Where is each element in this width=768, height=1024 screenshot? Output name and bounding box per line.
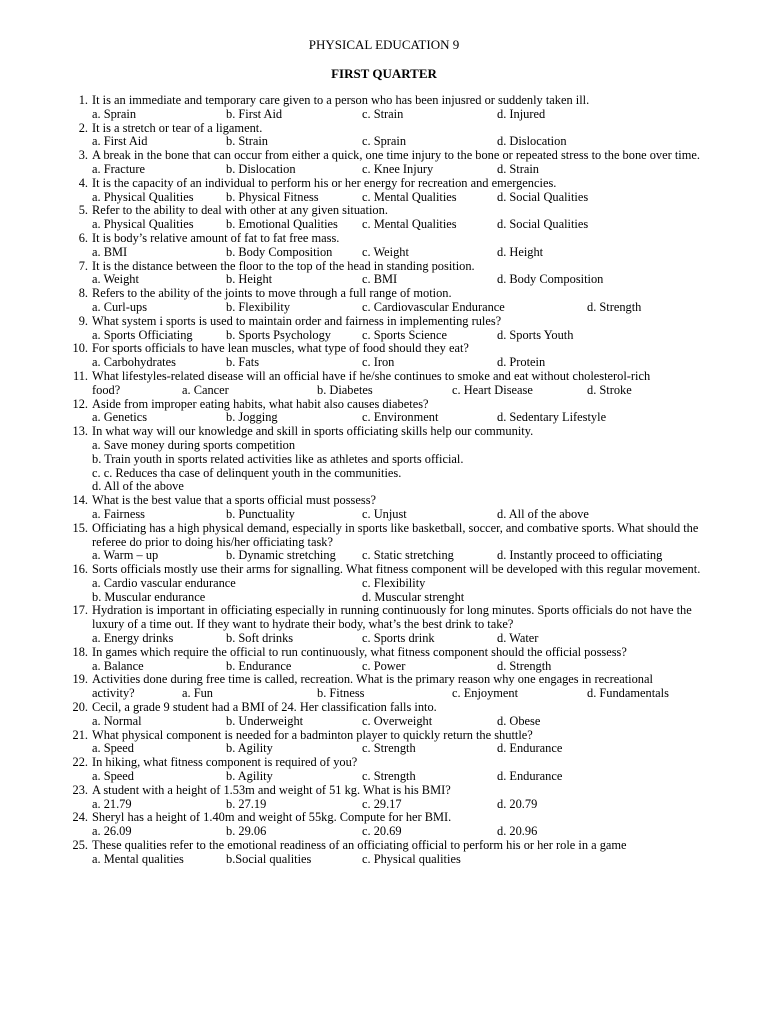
question-number: 20. (72, 700, 88, 715)
question-text: What is the best value that a sports official must possess? (92, 493, 377, 508)
question-item (64, 701, 724, 729)
answer-choice: a. Speed (92, 769, 134, 784)
answer-choice: c. Strength (362, 741, 416, 756)
answer-choice: a. Fracture (92, 161, 145, 176)
question-number: 14. (72, 493, 88, 508)
question-number: 24. (72, 810, 88, 825)
question-text: It is an immediate and temporary care given to a person who has been injusred or suddenly taken ill. (92, 93, 590, 107)
answer-choice: a. 26.09 (92, 824, 132, 839)
question-number: 12. (72, 396, 88, 411)
question-text-continuation: food? (92, 382, 121, 397)
answer-choice: d. Strength (497, 658, 552, 673)
choice-row (92, 591, 724, 605)
answer-choice: a. BMI (92, 244, 128, 259)
answer-choice: c. Strain (362, 106, 404, 121)
answer-choice: b. Dislocation (226, 161, 296, 176)
question-number: 25. (72, 838, 88, 853)
question-text: Cecil, a grade 9 student had a BMI of 24. Her classification falls into. (92, 700, 437, 715)
answer-choice: d. Stroke (587, 382, 632, 397)
answer-choice: b. Muscular endurance (92, 589, 206, 604)
choice-row (92, 329, 724, 343)
choice-row (92, 273, 724, 287)
answer-choice: a. Sprain (92, 106, 137, 121)
answer-choice: d. Protein (497, 355, 546, 370)
choice-row (92, 798, 724, 812)
answer-choice: a. Genetics (92, 410, 148, 425)
answer-choice: a. Physical Qualities (92, 217, 194, 232)
question-number: 7. (78, 258, 88, 273)
answer-choice: b. Body Composition (226, 244, 333, 259)
answer-choice: a. Warm – up (92, 548, 159, 563)
question-item (64, 839, 724, 867)
answer-choice: d. Dislocation (497, 134, 567, 149)
answer-choice: c. Sports drink (362, 631, 435, 646)
answer-choice: b. Jogging (226, 410, 278, 425)
question-item (64, 315, 724, 343)
answer-choice: b. 27.19 (226, 796, 267, 811)
answer-choice: b. Soft drinks (226, 631, 294, 646)
answer-choice: a. Normal (92, 713, 142, 728)
question-item (64, 563, 724, 604)
answer-choice: d. Sports Youth (497, 327, 574, 342)
answer-choice: d. Instantly proceed to officiating (497, 548, 663, 563)
answer-choice: b. Diabetes (317, 382, 373, 397)
question-item (64, 204, 724, 232)
answer-choice: b. Sports Psychology (226, 327, 331, 342)
answer-choice: a. Fun (182, 686, 213, 701)
answer-choice: c. c. Reduces tha case of delinquent youth in the communities. (92, 465, 402, 480)
answer-choice: d. Height (497, 244, 544, 259)
choice-row (92, 742, 724, 756)
question-text: In hiking, what fitness component is required of you? (92, 755, 358, 770)
question-number: 10. (72, 341, 88, 356)
question-number: 6. (78, 230, 88, 245)
answer-choice: c. Unjust (362, 506, 407, 521)
answer-choice: d. Social Qualities (497, 189, 589, 204)
question-text: What lifestyles-related disease will an official have if he/she continues to smoke and eat without cholesterol-rich (92, 368, 651, 383)
answer-choice: b. Fitness (317, 686, 365, 701)
question-text: It is the capacity of an individual to perform his or her energy for recreation and emergencies. (92, 175, 557, 190)
question-number: 4. (78, 175, 88, 190)
answer-choice: c. Static stretching (362, 548, 454, 563)
answer-choice: a. Fairness (92, 506, 145, 521)
answer-choice: d. Muscular strenght (362, 589, 465, 604)
answer-choice: a. Speed (92, 741, 134, 756)
question-number: 2. (78, 120, 88, 135)
answer-choice: d. 20.79 (497, 796, 538, 811)
answer-choice: b. Underweight (226, 713, 304, 728)
question-number: 9. (78, 313, 88, 328)
choice-row (92, 191, 724, 205)
answer-choice: c. Power (362, 658, 406, 673)
question-number: 17. (72, 603, 88, 618)
question-item (64, 149, 724, 177)
answer-choice: d. Strength (587, 299, 642, 314)
answer-choice: a. Weight (92, 272, 139, 287)
question-item (64, 232, 724, 260)
question-number: 13. (72, 424, 88, 439)
answer-choice: a. Save money during sports competition (92, 437, 296, 452)
answer-choice: d. Endurance (497, 741, 563, 756)
answer-choice: b. Flexibility (226, 299, 291, 314)
question-item (64, 494, 724, 522)
question-number: 1. (78, 93, 88, 107)
answer-choice: b. Endurance (226, 658, 292, 673)
question-item (64, 122, 724, 150)
answer-choice: d. Injured (497, 106, 546, 121)
question-number: 15. (72, 520, 88, 535)
answer-choice: c. Strength (362, 769, 416, 784)
question-item (64, 260, 724, 288)
question-item (64, 756, 724, 784)
answer-choice: a. Physical Qualities (92, 189, 194, 204)
answer-choice: c. Flexibility (362, 575, 426, 590)
answer-choice: d. Social Qualities (497, 217, 589, 232)
answer-choice: b. 29.06 (226, 824, 267, 839)
question-item (64, 425, 724, 494)
answer-choice: b. Dynamic stretching (226, 548, 336, 563)
question-text: A break in the bone that can occur from either a quick, one time injury to the bone or repeated stress to the bone over time. (92, 148, 700, 163)
question-number: 18. (72, 644, 88, 659)
answer-choice: d. Obese (497, 713, 541, 728)
question-number: 16. (72, 562, 88, 577)
question-item (64, 177, 724, 205)
question-item (64, 522, 724, 563)
question-text: Refers to the ability of the joints to move through a full range of motion. (92, 286, 452, 301)
choice-row (92, 549, 724, 563)
answer-choice: b. Train youth in sports related activities like as athletes and sports official. (92, 451, 464, 466)
answer-choice: a. Balance (92, 658, 144, 673)
answer-choice: b. Physical Fitness (226, 189, 319, 204)
answer-choice: c. 29.17 (362, 796, 402, 811)
choice-row (92, 687, 724, 701)
question-number: 5. (78, 203, 88, 218)
answer-choice: a. Cancer (182, 382, 229, 397)
answer-choice: d. 20.96 (497, 824, 538, 839)
question-number: 23. (72, 782, 88, 797)
answer-choice: c. Enjoyment (452, 686, 519, 701)
choice-row (92, 770, 724, 784)
question-text: In what way will our knowledge and skill in sports officiating skills help our community. (92, 424, 534, 439)
choice-row (92, 384, 724, 398)
answer-choice: d. Sedentary Lifestyle (497, 410, 607, 425)
answer-choice: d. All of the above (92, 479, 184, 494)
answer-choice: c. Iron (362, 355, 395, 370)
question-text: A student with a height of 1.53m and weight of 51 kg. What is his BMI? (92, 782, 451, 797)
answer-choice: c. Weight (362, 244, 409, 259)
question-text: These qualities refer to the emotional readiness of an officiating official to perform his or her role in a game (92, 838, 627, 853)
question-text: It is body’s relative amount of fat to fat free mass. (92, 230, 340, 245)
question-number: 8. (78, 286, 88, 301)
answer-choice: d. All of the above (497, 506, 589, 521)
question-list (64, 94, 724, 867)
question-item (64, 342, 724, 370)
question-text: It is a stretch or tear of a ligament. (92, 120, 263, 135)
choice-row (92, 508, 724, 522)
choice-row (92, 301, 724, 315)
page-subtitle: FIRST QUARTER (331, 66, 437, 81)
question-item (64, 729, 724, 757)
question-item (64, 604, 724, 645)
answer-choice: c. Cardiovascular Endurance (362, 299, 505, 314)
choice-row (92, 218, 724, 232)
answer-choice: a. 21.79 (92, 796, 132, 811)
question-item (64, 398, 724, 426)
answer-choice: d. Strain (497, 161, 539, 176)
question-text: For sports officials to have lean muscles, what type of food should they eat? (92, 341, 469, 356)
question-text: Activities done during free time is called, recreation. What is the primary reason why one engages in recreational (92, 672, 653, 687)
question-item (64, 94, 724, 122)
answer-choice: b. Agility (226, 769, 273, 784)
question-text: Aside from improper eating habits, what habit also causes diabetes? (92, 396, 429, 411)
question-text: In games which require the official to run continuously, what fitness component should the official possess? (92, 644, 627, 659)
question-item (64, 370, 724, 398)
question-text: Refer to the ability to deal with other at any given situation. (92, 203, 388, 218)
choice-row (92, 411, 724, 425)
question-text: Sorts officials mostly use their arms for signalling. What fitness component will be developed with this regular movement. (92, 562, 701, 577)
answer-choice: b. First Aid (226, 106, 283, 121)
question-item (64, 811, 724, 839)
answer-choice: c. Overweight (362, 713, 433, 728)
answer-choice: d. Fundamentals (587, 686, 669, 701)
choice-row (92, 853, 724, 867)
answer-choice: b. Height (226, 272, 273, 287)
question-text: Sheryl has a height of 1.40m and weight of 55kg. Compute for her BMI. (92, 810, 452, 825)
question-text: What system i sports is used to maintain order and fairness in implementing rules? (92, 313, 502, 328)
answer-choice: d. Water (497, 631, 539, 646)
choice-row (92, 660, 724, 674)
answer-choice: c. BMI (362, 272, 398, 287)
answer-choice: b.Social qualities (226, 851, 312, 866)
answer-choice: a. First Aid (92, 134, 148, 149)
question-item (64, 287, 724, 315)
choice-row (92, 108, 724, 122)
answer-choice: b. Fats (226, 355, 260, 370)
question-number: 21. (72, 727, 88, 742)
answer-choice: c. Sports Science (362, 327, 447, 342)
answer-choice: c. Heart Disease (452, 382, 533, 397)
answer-choice: c. Knee Injury (362, 161, 434, 176)
answer-choice: b. Agility (226, 741, 273, 756)
answer-choice: a. Sports Officiating (92, 327, 193, 342)
question-text: Officiating has a high physical demand, especially in sports like basketball, soccer, and combative sports. What should the referee do prior to doing his/her officiating task? (92, 520, 699, 549)
question-text: It is the distance between the floor to the top of the head in standing position. (92, 258, 475, 273)
answer-choice: a. Energy drinks (92, 631, 174, 646)
choice-row (92, 356, 724, 370)
choice-row (92, 825, 724, 839)
answer-choice: b. Emotional Qualities (226, 217, 338, 232)
answer-choice: a. Carbohydrates (92, 355, 176, 370)
question-number: 3. (78, 148, 88, 163)
question-item (64, 784, 724, 812)
question-item (64, 646, 724, 674)
answer-choice: c. Physical qualities (362, 851, 461, 866)
answer-choice: a. Cardio vascular endurance (92, 575, 236, 590)
answer-choice: c. Environment (362, 410, 439, 425)
choice-row (92, 577, 724, 591)
answer-choice: c. Sprain (362, 134, 407, 149)
page-title: PHYSICAL EDUCATION 9 (308, 37, 460, 52)
question-number: 19. (72, 672, 88, 687)
choice-row (92, 715, 724, 729)
answer-choice: c. 20.69 (362, 824, 402, 839)
question-text: Hydration is important in officiating especially in running continuously for long minutes. Sports officials do not have the luxury of a time out. If they want to hydrate their body, what’s the best drink to take? (92, 603, 692, 632)
answer-choice: c. Mental Qualities (362, 189, 457, 204)
answer-choice: b. Punctuality (226, 506, 295, 521)
answer-choice: b. Strain (226, 134, 268, 149)
question-number: 11. (72, 368, 88, 383)
question-item (64, 673, 724, 701)
answer-choice: a. Curl-ups (92, 299, 148, 314)
answer-choice: c. Mental Qualities (362, 217, 457, 232)
answer-choice: d. Body Composition (497, 272, 604, 287)
choice-row (92, 135, 724, 149)
question-number: 22. (72, 755, 88, 770)
question-text-continuation: activity? (92, 686, 135, 701)
question-text: What physical component is needed for a badminton player to quickly return the shuttle? (92, 727, 533, 742)
choice-row (92, 163, 724, 177)
choice-row (92, 246, 724, 260)
choice-row (92, 632, 724, 646)
answer-choice: a. Mental qualities (92, 851, 184, 866)
answer-choice: d. Endurance (497, 769, 563, 784)
